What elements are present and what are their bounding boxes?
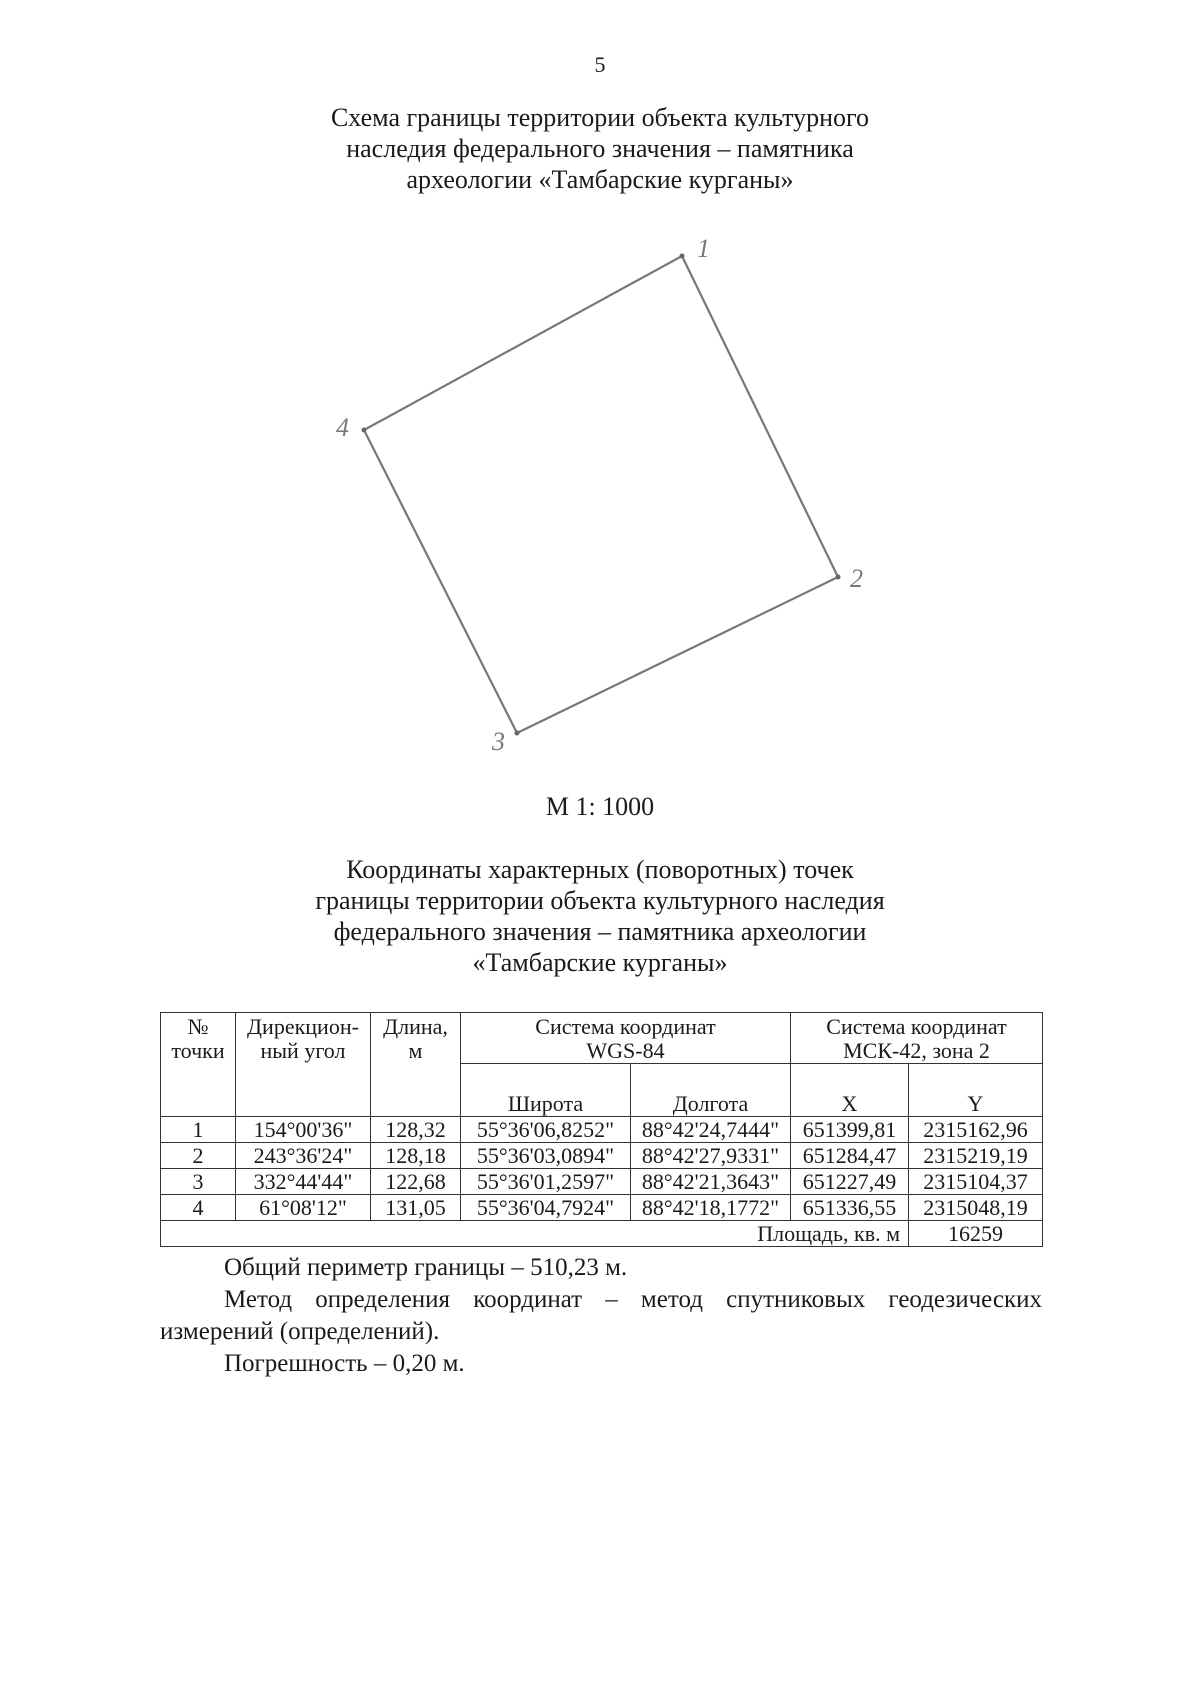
cell-point-no: 2	[161, 1143, 236, 1169]
cell-angle: 61°08'12"	[236, 1195, 371, 1221]
table-row	[161, 1117, 1043, 1143]
coordinates-title-line: Координаты характерных (поворотных) точек	[346, 855, 854, 884]
coordinates-title	[0, 854, 1200, 978]
header-msk42	[791, 1013, 1043, 1064]
cell-length: 122,68	[371, 1169, 461, 1195]
header-text: ный угол	[260, 1038, 346, 1063]
header-wgs84	[461, 1013, 791, 1064]
perimeter-note: Общий периметр границы – 510,23 м.	[224, 1254, 628, 1281]
header-length	[371, 1013, 461, 1117]
cell-length: 131,05	[371, 1195, 461, 1221]
coordinates-title-line: «Тамбарские курганы»	[472, 948, 728, 977]
point-label-3: 3	[492, 727, 505, 756]
coordinates-title-line: федерального значения – памятника археологии	[333, 917, 867, 946]
cell-y: 2315104,37	[909, 1169, 1043, 1195]
header-text: точки	[171, 1038, 225, 1063]
boundary-vertex-3	[515, 731, 520, 736]
cell-y: 2315162,96	[909, 1117, 1043, 1143]
boundary-polygon	[364, 256, 838, 733]
table-row	[161, 1143, 1043, 1169]
map-scale: М 1: 1000	[545, 792, 655, 821]
cell-length: 128,32	[371, 1117, 461, 1143]
header-y: Y	[909, 1064, 1043, 1117]
header-text: Система координат	[535, 1014, 716, 1039]
header-x: X	[791, 1064, 909, 1117]
cell-point-no: 1	[161, 1117, 236, 1143]
cell-longitude: 88°42'24,7444"	[631, 1117, 791, 1143]
cell-x: 651336,55	[791, 1195, 909, 1221]
notes	[160, 1252, 1042, 1380]
header-point-no	[161, 1013, 236, 1117]
cell-angle: 154°00'36"	[236, 1117, 371, 1143]
point-label-2: 2	[850, 564, 863, 593]
header-text: м	[408, 1038, 423, 1063]
cell-point-no: 3	[161, 1169, 236, 1195]
coordinates-title-line: границы территории объекта культурного наследия	[315, 886, 885, 915]
cell-point-no: 4	[161, 1195, 236, 1221]
header-latitude: Широта	[461, 1064, 631, 1117]
boundary-vertex-2	[836, 575, 841, 580]
cell-y: 2315048,19	[909, 1195, 1043, 1221]
coordinates-table	[160, 1012, 1043, 1247]
boundary-vertex-4	[362, 428, 367, 433]
header-text: МСК-42, зона 2	[843, 1038, 990, 1063]
error-note: Погрешность – 0,20 м.	[224, 1350, 465, 1377]
table-row	[161, 1169, 1043, 1195]
cell-angle: 243°36'24"	[236, 1143, 371, 1169]
cell-x: 651284,47	[791, 1143, 909, 1169]
area-value: 16259	[909, 1221, 1043, 1247]
page-number: 5	[594, 52, 606, 77]
area-label: Площадь, кв. м	[161, 1221, 909, 1247]
cell-angle: 332°44'44"	[236, 1169, 371, 1195]
area-row	[161, 1221, 1043, 1247]
point-label-1: 1	[697, 234, 710, 263]
cell-longitude: 88°42'27,9331"	[631, 1143, 791, 1169]
header-text: Система координат	[826, 1014, 1007, 1039]
header-text: Длина,	[383, 1014, 448, 1039]
cell-x: 651399,81	[791, 1117, 909, 1143]
header-direction-angle	[236, 1013, 371, 1117]
header-longitude: Долгота	[631, 1064, 791, 1117]
cell-longitude: 88°42'18,1772"	[631, 1195, 791, 1221]
cell-x: 651227,49	[791, 1169, 909, 1195]
cell-length: 128,18	[371, 1143, 461, 1169]
cell-y: 2315219,19	[909, 1143, 1043, 1169]
method-note: Метод определения координат – метод спутниковых геодезических измерений (определений).	[160, 1286, 1042, 1345]
point-label-4: 4	[336, 413, 349, 442]
scheme-title-line: Схема границы территории объекта культурного	[330, 103, 870, 132]
table-row	[161, 1195, 1043, 1221]
cell-latitude: 55°36'01,2597"	[461, 1169, 631, 1195]
boundary-scheme	[0, 0, 1200, 790]
header-text: WGS-84	[586, 1038, 665, 1063]
scheme-title-line: археологии «Тамбарские курганы»	[406, 165, 794, 194]
cell-latitude: 55°36'03,0894"	[461, 1143, 631, 1169]
cell-latitude: 55°36'06,8252"	[461, 1117, 631, 1143]
boundary-vertex-1	[680, 254, 685, 259]
cell-longitude: 88°42'21,3643"	[631, 1169, 791, 1195]
cell-latitude: 55°36'04,7924"	[461, 1195, 631, 1221]
header-text: №	[187, 1014, 209, 1039]
header-text: Дирекцион-	[247, 1014, 359, 1039]
scheme-title-line: наследия федерального значения – памятника	[346, 134, 854, 163]
